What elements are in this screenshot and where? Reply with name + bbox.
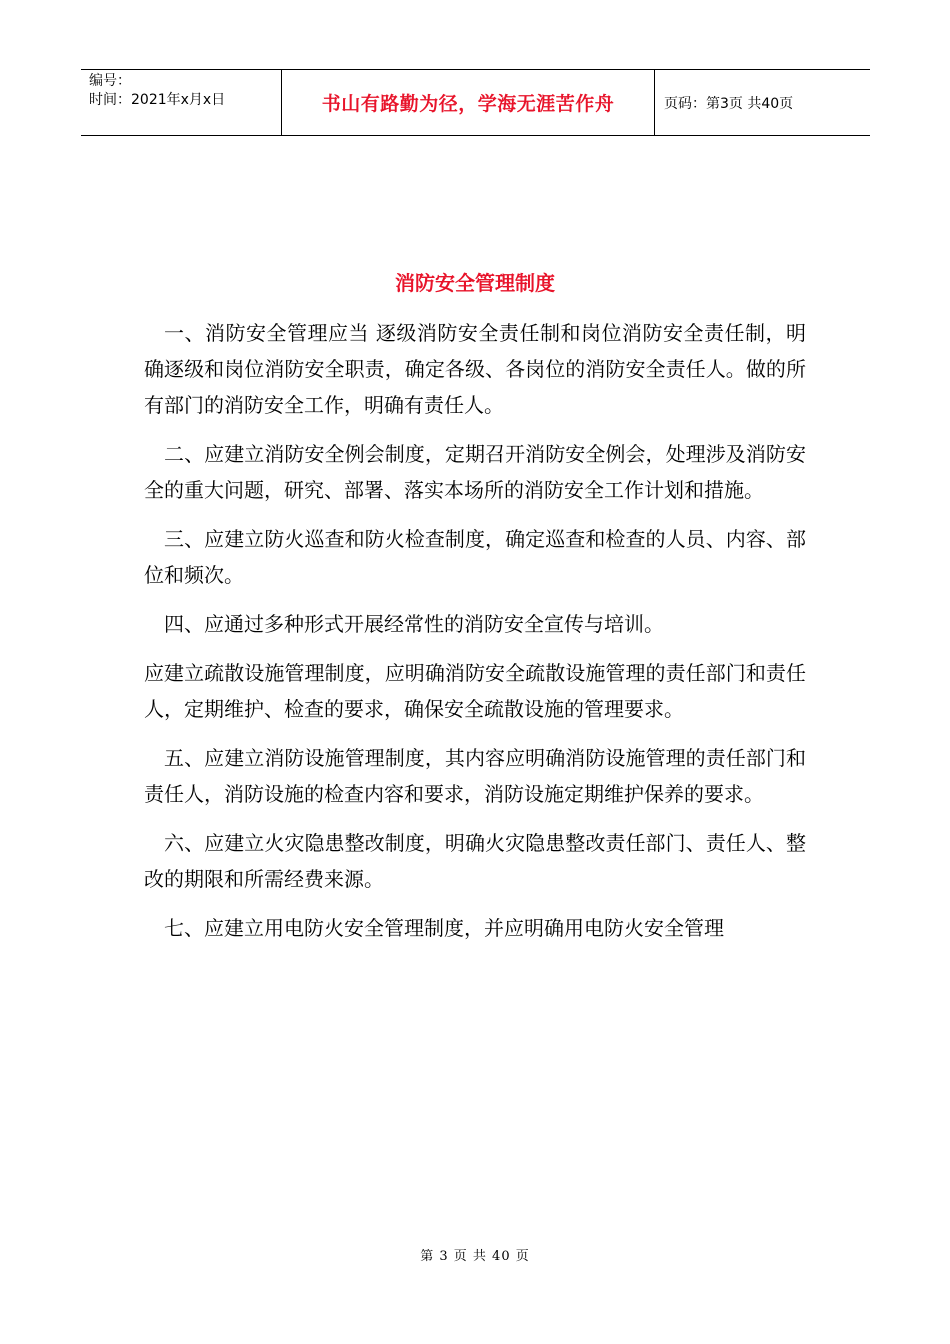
- document-title: 消防安全管理制度: [395, 271, 555, 295]
- document-number-label: 编号：: [89, 73, 131, 89]
- document-time-label: 时间：2021年x月x日: [89, 92, 226, 108]
- paragraph-3: 三、应建立防火巡查和防火检查制度，确定巡查和检查的人员、内容、部位和频次。: [144, 527, 806, 587]
- paragraph-4: 四、应通过多种形式开展经常性的消防安全宣传与培训。: [164, 612, 664, 636]
- header-page-code: 页码：第3页 共40页: [664, 95, 794, 112]
- paragraph-7: 六、应建立火灾隐患整改制度，明确火灾隐患整改责任部门、责任人、整改的期限和所需经费来源。: [144, 831, 806, 891]
- paragraph-2: 二、应建立消防安全例会制度，定期召开消防安全例会，处理涉及消防安全的重大问题，研究、部署、落实本场所的消防安全工作计划和措施。: [144, 442, 806, 502]
- paragraph-1: 一、消防安全管理应当 逐级消防安全责任制和岗位消防安全责任制，明确逐级和岗位消防安全职责，确定各级、各岗位的消防安全责任人。做的所有部门的消防安全工作，明确有责任人。: [144, 321, 806, 417]
- paragraph-5: 应建立疏散设施管理制度，应明确消防安全疏散设施管理的责任部门和责任人，定期维护、检查的要求，确保安全疏散设施的管理要求。: [144, 661, 806, 721]
- paragraph-6: 五、应建立消防设施管理制度，其内容应明确消防设施管理的责任部门和责任人，消防设施的检查内容和要求，消防设施定期维护保养的要求。: [144, 746, 806, 806]
- header-info-cell: [81, 70, 282, 135]
- paragraph-8: 七、应建立用电防火安全管理制度，并应明确用电防火安全管理: [164, 916, 724, 940]
- header-table: [81, 69, 870, 136]
- page-footer: 第 3 页 共 40 页: [420, 1249, 530, 1264]
- header-motto: 书山有路勤为径，学海无涯苦作舟: [282, 70, 655, 135]
- document-body: [144, 315, 806, 959]
